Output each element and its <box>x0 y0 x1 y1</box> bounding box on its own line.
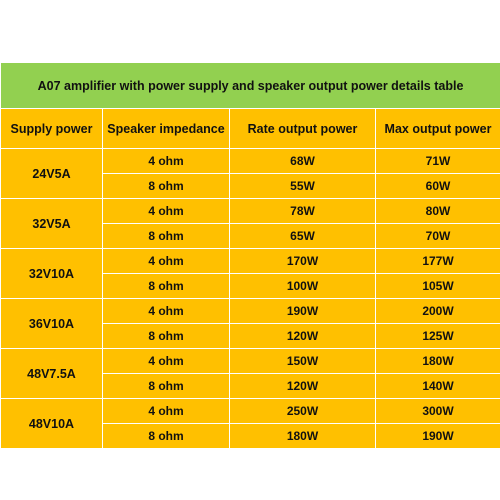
header-max-output-power: Max output power <box>376 109 500 149</box>
rate-output-power-cell: 190W <box>230 299 376 324</box>
supply-power-cell: 24V5A <box>1 149 103 199</box>
speaker-impedance-cell: 8 ohm <box>103 174 230 199</box>
max-output-power-cell: 70W <box>376 224 500 249</box>
rate-output-power-cell: 78W <box>230 199 376 224</box>
table-container <box>0 62 500 449</box>
speaker-impedance-cell: 8 ohm <box>103 224 230 249</box>
table-row <box>1 199 500 224</box>
max-output-power-cell: 60W <box>376 174 500 199</box>
speaker-impedance-cell: 4 ohm <box>103 149 230 174</box>
table-row <box>1 299 500 324</box>
speaker-impedance-cell: 8 ohm <box>103 374 230 399</box>
speaker-impedance-cell: 4 ohm <box>103 349 230 374</box>
supply-power-cell: 48V10A <box>1 399 103 449</box>
table-body <box>1 149 500 449</box>
rate-output-power-cell: 120W <box>230 374 376 399</box>
max-output-power-cell: 177W <box>376 249 500 274</box>
supply-power-cell: 36V10A <box>1 299 103 349</box>
supply-power-cell: 32V10A <box>1 249 103 299</box>
max-output-power-cell: 300W <box>376 399 500 424</box>
speaker-impedance-cell: 4 ohm <box>103 249 230 274</box>
table-header-row <box>1 109 500 149</box>
speaker-impedance-cell: 8 ohm <box>103 324 230 349</box>
table-title-row <box>1 63 500 109</box>
table-title: A07 amplifier with power supply and speaker output power details table <box>1 63 500 109</box>
rate-output-power-cell: 170W <box>230 249 376 274</box>
rate-output-power-cell: 120W <box>230 324 376 349</box>
rate-output-power-cell: 180W <box>230 424 376 449</box>
speaker-impedance-cell: 8 ohm <box>103 274 230 299</box>
supply-power-cell: 32V5A <box>1 199 103 249</box>
max-output-power-cell: 105W <box>376 274 500 299</box>
max-output-power-cell: 140W <box>376 374 500 399</box>
table-row <box>1 399 500 424</box>
table-row <box>1 249 500 274</box>
table-row <box>1 349 500 374</box>
rate-output-power-cell: 55W <box>230 174 376 199</box>
header-rate-output-power: Rate output power <box>230 109 376 149</box>
max-output-power-cell: 125W <box>376 324 500 349</box>
rate-output-power-cell: 65W <box>230 224 376 249</box>
speaker-impedance-cell: 8 ohm <box>103 424 230 449</box>
max-output-power-cell: 200W <box>376 299 500 324</box>
speaker-impedance-cell: 4 ohm <box>103 399 230 424</box>
power-details-table <box>0 62 500 449</box>
max-output-power-cell: 71W <box>376 149 500 174</box>
header-speaker-impedance: Speaker impedance <box>103 109 230 149</box>
max-output-power-cell: 190W <box>376 424 500 449</box>
max-output-power-cell: 80W <box>376 199 500 224</box>
speaker-impedance-cell: 4 ohm <box>103 199 230 224</box>
rate-output-power-cell: 150W <box>230 349 376 374</box>
supply-power-cell: 48V7.5A <box>1 349 103 399</box>
rate-output-power-cell: 68W <box>230 149 376 174</box>
max-output-power-cell: 180W <box>376 349 500 374</box>
header-supply-power: Supply power <box>1 109 103 149</box>
rate-output-power-cell: 250W <box>230 399 376 424</box>
rate-output-power-cell: 100W <box>230 274 376 299</box>
speaker-impedance-cell: 4 ohm <box>103 299 230 324</box>
table-row <box>1 149 500 174</box>
